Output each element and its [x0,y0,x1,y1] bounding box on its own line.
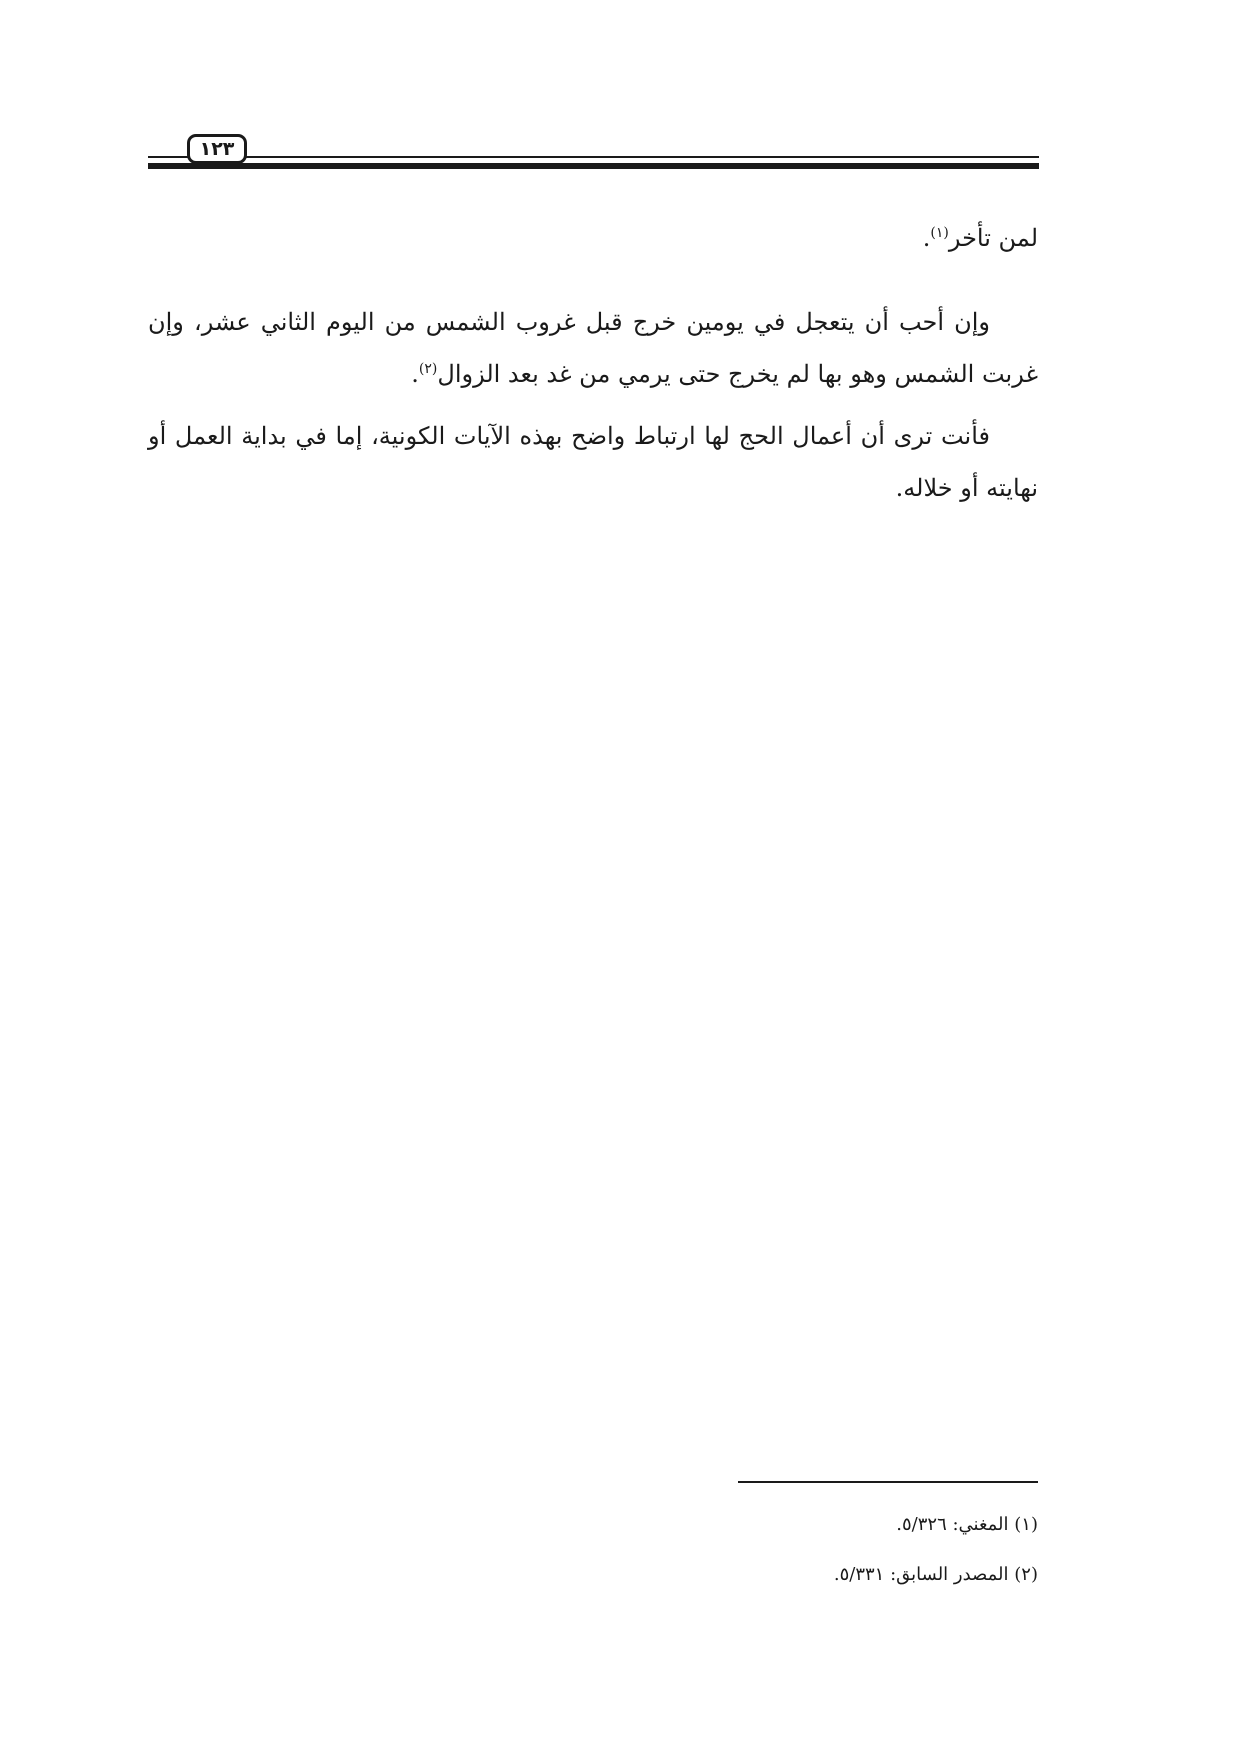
paragraph-1-end: . [922,224,931,252]
paragraph-1-text: لمن تأخر [948,224,1038,252]
paragraph-3 [148,410,1038,514]
footnote-separator [738,1481,1038,1483]
page-header [148,134,1039,168]
paragraph-2 [148,296,1038,400]
paragraph-3-text: فأنت ترى أن أعمال الحج لها ارتباط واضح بهذه الآيات الكونية، إما في بداية العمل أو نهايته أو خلاله. [148,422,1038,502]
footnote-ref-2[interactable]: (٢) [418,361,438,377]
paragraph-2-text: وإن أحب أن يتعجل في يومين خرج قبل غروب الشمس من اليوم الثاني عشر، وإن غربت الشمس وهو بها لم يخرج حتى يرمي من غد بعد الزوال [148,308,1038,388]
page-number: ١٢٣ [187,134,247,164]
footnote-ref-1[interactable]: (١) [930,225,949,241]
paragraph-1 [148,212,1038,264]
footnotes [738,1500,1038,1600]
footnote-2: (٢) المصدر السابق: ٥/٣٣١. [833,1564,1038,1585]
header-rule-thick [148,163,1039,169]
footnote-1: (١) المغني: ٥/٣٢٦. [896,1514,1038,1535]
paragraph-2-end: . [411,360,419,388]
header-rule-thin [148,156,1039,158]
